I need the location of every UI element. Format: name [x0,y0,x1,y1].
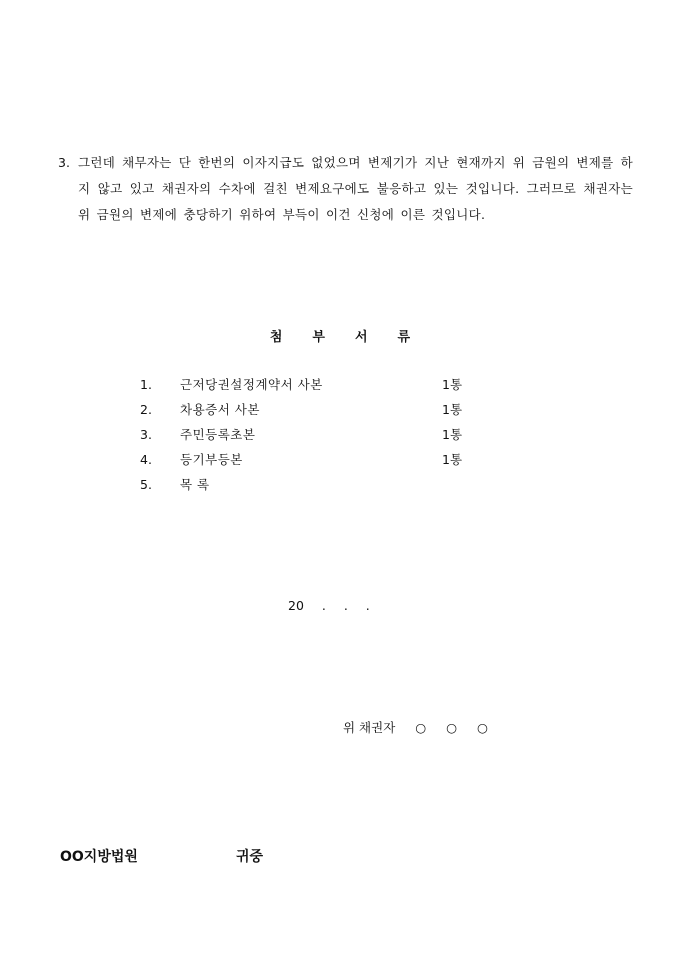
attachment-number: 2. [140,402,152,417]
attachment-item [140,472,500,497]
signature-name: ○ ○ ○ [415,720,490,735]
attachment-title: 목 록 [180,477,210,492]
attachments-title: 첨부서류 [269,330,441,345]
attachment-title: 차용증서 사본 [180,402,260,417]
attachment-item [140,422,500,447]
attachment-item [140,447,500,472]
filing-date: 20 . . . [288,598,370,613]
attachment-item [140,397,500,422]
attachment-count: 1통 [442,402,463,417]
signature-line [343,718,490,736]
paragraph-number: 3. [58,155,70,170]
attachment-count: 1통 [442,452,463,467]
paragraph-text: 그런데 채무자는 단 한번의 이자지급도 없었으며 변제기가 지난 현재까지 위 금원의 변제를 하지 않고 있고 채권자의 수차에 걸친 변제요구에도 불응하고 있는 것입니다. 그러므로 채권자는 위 금원의 변제에 충당하기 위하여 부득이 이건 신청에 이른 것입니다. [78,155,633,222]
signature-label: 위 채권자 [343,720,396,735]
attachment-number: 5. [140,477,152,492]
attachment-number: 3. [140,427,152,442]
attachment-number: 1. [140,377,152,392]
attachment-count: 1통 [442,427,463,442]
attachment-title: 근저당권설정계약서 사본 [180,377,323,392]
court-name: OO지방법원 [60,849,138,865]
attachment-item [140,372,500,397]
paragraph-3 [58,150,633,228]
attachments-list [140,372,500,497]
attachment-title: 주민등록초본 [180,427,256,442]
attachment-title: 등기부등본 [180,452,243,467]
court-honorific: 귀중 [236,849,264,865]
attachment-number: 4. [140,452,152,467]
attachment-count: 1통 [442,377,463,392]
